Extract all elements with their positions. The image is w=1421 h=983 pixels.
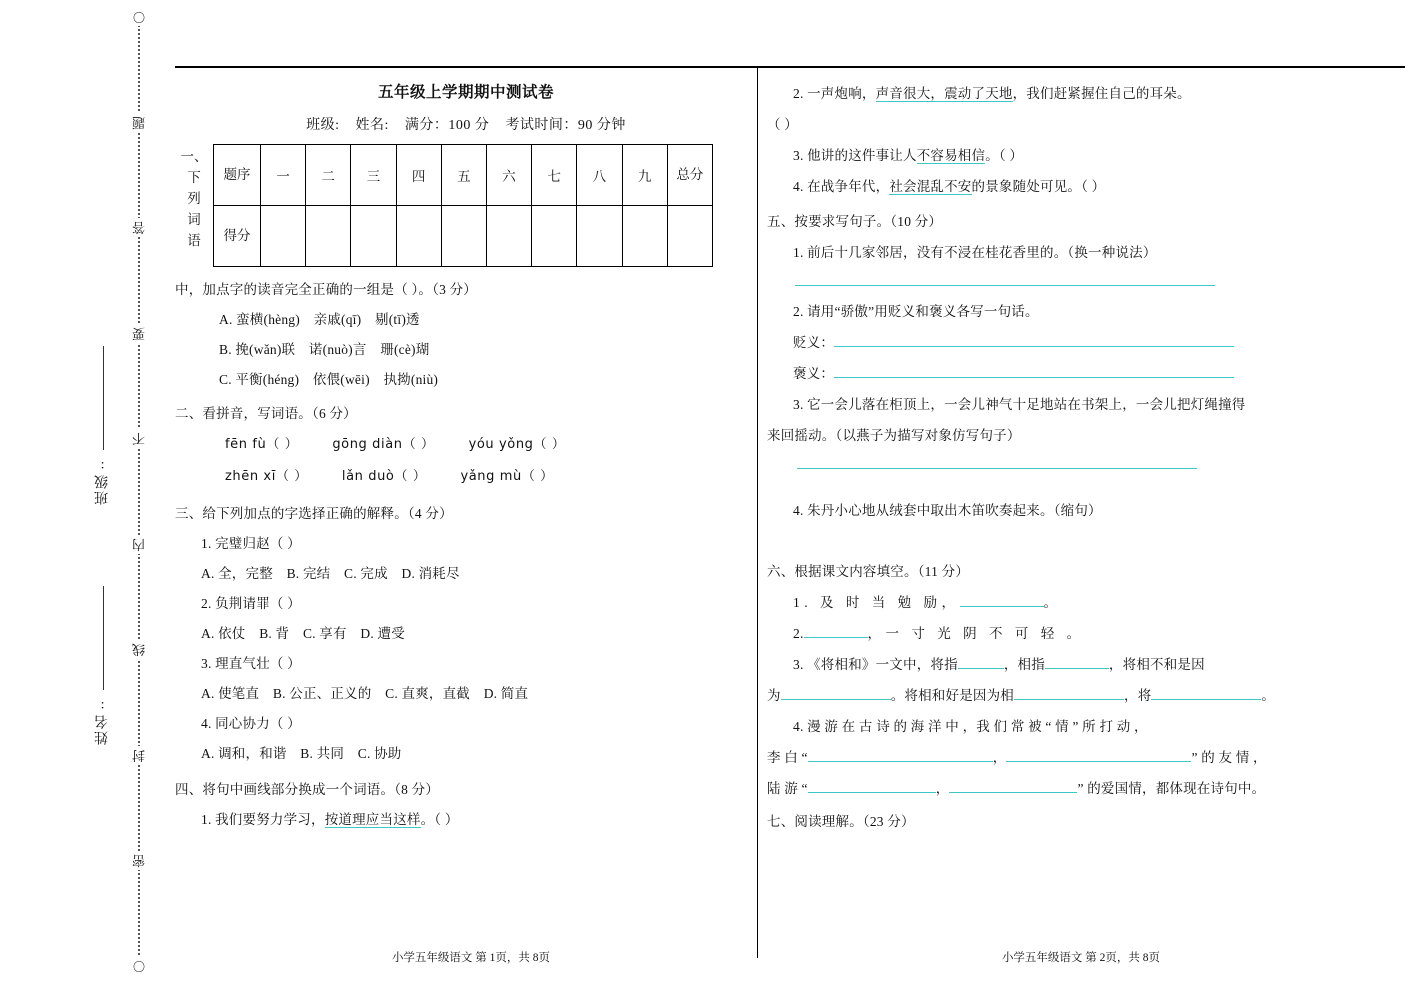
score-table-col-4: 四 <box>396 145 441 206</box>
section-4-item-4-post[interactable]: 的景象随处可见。（ ） <box>971 179 1106 194</box>
section-6-item-3-blank-4[interactable] <box>1014 699 1124 700</box>
seal-char: 密 <box>132 853 146 869</box>
seal-char: 题 <box>132 114 146 130</box>
score-cell[interactable] <box>486 206 531 267</box>
section-6-libai-label: 李 白 “ <box>767 750 808 765</box>
score-cell[interactable] <box>441 206 486 267</box>
section-6-item-3-line-2 <box>767 680 1387 711</box>
section-4-item-2-answer[interactable]: （ ） <box>767 117 798 132</box>
section-6-libai-comma: ， <box>992 750 1007 765</box>
page-title: 五年级上学期期中测试卷 <box>377 84 554 101</box>
pinyin-answer-bracket[interactable]: （ ） <box>266 437 299 452</box>
section-4-item-1-pre: 1. 我们要努力学习， <box>201 812 325 827</box>
seal-char: 〇 <box>132 958 145 973</box>
seal-char: 要 <box>132 325 146 341</box>
section-5-item-3-answer-line[interactable] <box>797 467 1197 469</box>
seal-char-strip <box>128 8 150 975</box>
exam-page-1 <box>175 66 758 958</box>
section-2-row-2 <box>175 461 745 493</box>
section-5-commendatory-label: 褒义： <box>793 366 835 381</box>
pinyin-word: yóu yǒng <box>468 437 534 452</box>
section-6-item-3-p3: ，将相不和是因 <box>1108 657 1205 672</box>
section-5-item-2-row-b <box>767 358 1387 389</box>
seal-name-field <box>86 580 120 745</box>
section-1-stem-tail: ，加点字的读音完全正确的一组是（ ）。（3 分） <box>188 282 478 297</box>
score-table-entry-row <box>214 206 713 267</box>
seal-char: 封 <box>132 747 146 763</box>
pinyin-answer-bracket[interactable]: （ ） <box>275 469 308 484</box>
section-2-row-1 <box>175 429 745 461</box>
section-5-item-3-line-1: 3. 它一会儿落在柜顶上，一会儿神气十足地站在书架上，一会儿把灯绳撞得 <box>793 397 1246 412</box>
section-6-item-1-post: 。 <box>1043 595 1058 610</box>
score-cell[interactable] <box>532 206 577 267</box>
seal-margin-column <box>0 0 175 983</box>
score-cell[interactable] <box>261 206 306 267</box>
section-6-item-3-p6: ，将 <box>1124 688 1152 703</box>
section-4-item-4-pre: 4. 在战争年代， <box>793 179 890 194</box>
pinyin-word: lǎn duò <box>341 469 395 484</box>
seal-class-blank-line <box>103 346 104 450</box>
page-2-footer: 小学五年级语文 第 2页，共 8页 <box>1001 952 1161 964</box>
section-6-item-3-line-1 <box>767 649 1387 680</box>
section-6-item-3-blank-2[interactable] <box>1045 668 1109 669</box>
meta-name-label: 姓名: <box>355 118 389 133</box>
score-table-row-label: 得分 <box>214 206 261 267</box>
section-4-item-2-post: ，我们赶紧握住自己的耳朵。 <box>1012 86 1191 101</box>
section-5-derogatory-label: 贬义： <box>793 335 835 350</box>
section-5-heading: 五、按要求写句子。（10 分） <box>767 214 943 229</box>
score-table-row <box>175 144 757 267</box>
section-6-item-2-post: ，一 寸 光 阴 不 可 轻 。 <box>867 626 1085 641</box>
section-3-heading: 三、给下列加点的字选择正确的解释。（4 分） <box>175 506 453 521</box>
seal-char: 内 <box>132 536 146 552</box>
seal-class-label: 班级: <box>95 456 110 505</box>
section-4-item-3-post[interactable]: 。（ ） <box>985 148 1024 163</box>
section-3-item-1-options[interactable]: A. 全，完整 B. 完结 C. 完成 D. 消耗尽 <box>201 566 460 581</box>
score-table-col-3: 三 <box>351 145 396 206</box>
score-table-col-9: 九 <box>622 145 667 206</box>
section-6-item-4-line-1: 4. 漫 游 在 古 诗 的 海 洋 中 ，我 们 常 被 “ 情 ” 所 打 动 ， <box>793 719 1148 734</box>
section-4-item-4 <box>767 171 1387 202</box>
section-6-libai-blank-1[interactable] <box>808 761 993 762</box>
section-3-item-3-options[interactable]: A. 使笔直 B. 公正、正义的 C. 直爽，直截 D. 简直 <box>201 686 529 701</box>
section-4-item-3-pre: 3. 他讲的这件事让人 <box>793 148 917 163</box>
score-table <box>213 144 713 267</box>
section-1-number: 一、 <box>180 149 208 164</box>
section-1-char: 词 <box>187 212 201 227</box>
section-5-item-2-row-a <box>767 327 1387 358</box>
meta-duration: 考试时间：90 分钟 <box>505 118 626 133</box>
score-cell[interactable] <box>577 206 622 267</box>
section-3-item-2-stem[interactable]: 2. 负荆请罪（ ） <box>201 596 301 611</box>
pinyin-answer-bracket[interactable]: （ ） <box>521 469 554 484</box>
exam-page-2 <box>757 66 1405 958</box>
score-cell-total[interactable] <box>667 206 712 267</box>
section-4-item-1-post[interactable]: 。（ ） <box>420 812 459 827</box>
pinyin-word: fēn fù <box>225 437 267 452</box>
section-7-heading: 七、阅读理解。（23 分） <box>767 814 915 829</box>
section-6-luyou-blank-1[interactable] <box>808 792 936 793</box>
section-6-luyou-comma: ， <box>935 781 950 796</box>
section-5-derogatory-answer-line[interactable] <box>834 346 1234 347</box>
seal-char: 线 <box>132 642 146 658</box>
seal-char: 答 <box>132 220 146 236</box>
section-5-item-4: 4. 朱丹小心地从绒套中取出木笛吹奏起来。（缩句） <box>793 503 1102 518</box>
exam-meta-row <box>175 114 757 134</box>
score-table-total-label: 总分 <box>667 145 712 206</box>
section-1-stem-head: 中 <box>175 282 189 297</box>
section-3-item-1-stem[interactable]: 1. 完璧归赵（ ） <box>201 536 301 551</box>
section-1-stem <box>175 275 745 305</box>
pinyin-word: gōng diàn <box>332 437 403 452</box>
score-table-header-row <box>214 145 713 206</box>
score-table-col-1: 一 <box>261 145 306 206</box>
section-1-option-a[interactable]: A. 蛮横(hèng) 亲戚(qī) 剔(tī)透 <box>219 312 420 327</box>
section-6-heading: 六、根据课文内容填空。（11 分） <box>767 564 970 579</box>
section-6-item-4-line-2 <box>767 742 1387 773</box>
section-4-item-1 <box>175 805 745 835</box>
section-6-item-2 <box>767 618 1387 649</box>
section-4-item-3 <box>767 140 1387 171</box>
score-table-col-2: 二 <box>306 145 351 206</box>
section-6-item-3-p1: 3. 《将相和》一文中，将指 <box>793 657 958 672</box>
section-6-item-3-p4: 为 <box>767 688 781 703</box>
section-1-option-c[interactable]: C. 平衡(héng) 依偎(wēi) 执拗(niù) <box>219 372 439 387</box>
section-4-item-3-underlined: 不容易相信 <box>916 148 986 163</box>
section-6-luyou-label: 陆 游 “ <box>767 781 808 796</box>
seal-class-field <box>86 340 120 505</box>
section-6-item-3-blank-5[interactable] <box>1151 699 1261 700</box>
seal-name-label: 姓名: <box>95 696 110 745</box>
section-6-item-1-blank[interactable] <box>960 606 1044 607</box>
pinyin-answer-bracket[interactable]: （ ） <box>533 437 566 452</box>
score-cell[interactable] <box>622 206 667 267</box>
section-6-libai-blank-2[interactable] <box>1006 761 1191 762</box>
section-4-item-2-pre: 2. 一声炮响， <box>793 86 876 101</box>
pinyin-answer-bracket[interactable]: （ ） <box>402 437 435 452</box>
section-6-item-1 <box>767 587 1387 618</box>
section-6-luyou-post: ” 的爱国情，都体现在诗句中。 <box>1077 781 1266 796</box>
score-table-col-7: 七 <box>532 145 577 206</box>
section-3-item-4-stem[interactable]: 4. 同心协力（ ） <box>201 716 301 731</box>
section-4-heading: 四、将句中画线部分换成一个词语。（8 分） <box>175 782 440 797</box>
section-6-item-1-pre: 1. 及 时 当 勉 励， <box>793 595 960 610</box>
section-6-item-3-p7: 。 <box>1261 688 1276 703</box>
meta-full-score: 满分：100 分 <box>404 118 490 133</box>
score-table-col-5: 五 <box>441 145 486 206</box>
section-1-char: 下 <box>187 170 201 185</box>
pinyin-word: yǎng mù <box>460 469 522 484</box>
section-4-item-2-underlined: 声音很大，震动了天地 <box>875 86 1013 101</box>
score-cell[interactable] <box>351 206 396 267</box>
section-6-item-3-p5: 。将相和好是因为相 <box>890 688 1015 703</box>
pinyin-word: zhēn xī <box>225 469 276 484</box>
pinyin-answer-bracket[interactable]: （ ） <box>394 469 427 484</box>
seal-name-blank-line <box>103 586 104 690</box>
section-3-item-4-options[interactable]: A. 调和，和谐 B. 共同 C. 协助 <box>201 746 402 761</box>
section-5-item-1-answer-line[interactable] <box>795 284 1215 286</box>
section-6-libai-post: ” 的 友 情 ， <box>1191 750 1267 765</box>
section-6-item-3-p2: ，相指 <box>1003 657 1045 672</box>
score-table-row-label: 题序 <box>214 145 261 206</box>
score-cell[interactable] <box>306 206 351 267</box>
score-cell[interactable] <box>396 206 441 267</box>
section-1-char: 语 <box>187 233 201 248</box>
score-table-col-8: 八 <box>577 145 622 206</box>
section-6-luyou-blank-2[interactable] <box>949 792 1077 793</box>
section-6-item-3-blank-1[interactable] <box>958 668 1004 669</box>
score-table-col-6: 六 <box>486 145 531 206</box>
section-4-item-1-underlined: 按道理应当这样 <box>324 812 421 827</box>
section-5-item-3-line-2: 来回摇动。（以燕子为描写对象仿写句子） <box>767 428 1021 443</box>
section-2-heading: 二、看拼音，写词语。（6 分） <box>175 406 357 421</box>
section-6-item-4-line-3 <box>767 773 1387 804</box>
section-6-item-3-blank-3[interactable] <box>781 699 891 700</box>
section-6-item-2-number: 2. <box>793 626 804 641</box>
section-1-char: 列 <box>187 191 201 206</box>
section-4-item-2 <box>767 78 1387 109</box>
section-1-option-b[interactable]: B. 挽(wǎn)联 诺(nuò)言 珊(cè)瑚 <box>219 342 430 357</box>
meta-class-label: 班级: <box>306 118 340 133</box>
section-3-item-3-stem[interactable]: 3. 理直气壮（ ） <box>201 656 301 671</box>
section-6-item-2-blank[interactable] <box>804 637 868 638</box>
seal-char: 不 <box>132 431 146 447</box>
section-1-vertical-heading <box>175 144 213 251</box>
section-5-commendatory-answer-line[interactable] <box>834 377 1234 378</box>
section-4-item-4-underlined: 社会混乱不安 <box>889 179 972 194</box>
section-5-item-1: 1. 前后十几家邻居，没有不浸在桂花香里的。（换一种说法） <box>793 245 1157 260</box>
section-3-item-2-options[interactable]: A. 依仗 B. 背 C. 享有 D. 遭受 <box>201 626 405 641</box>
section-5-item-2: 2. 请用“骄傲”用贬义和褒义各写一句话。 <box>793 304 1039 319</box>
page-1-footer: 小学五年级语文 第 1页，共 8页 <box>391 952 551 964</box>
seal-char: 〇 <box>132 10 145 24</box>
